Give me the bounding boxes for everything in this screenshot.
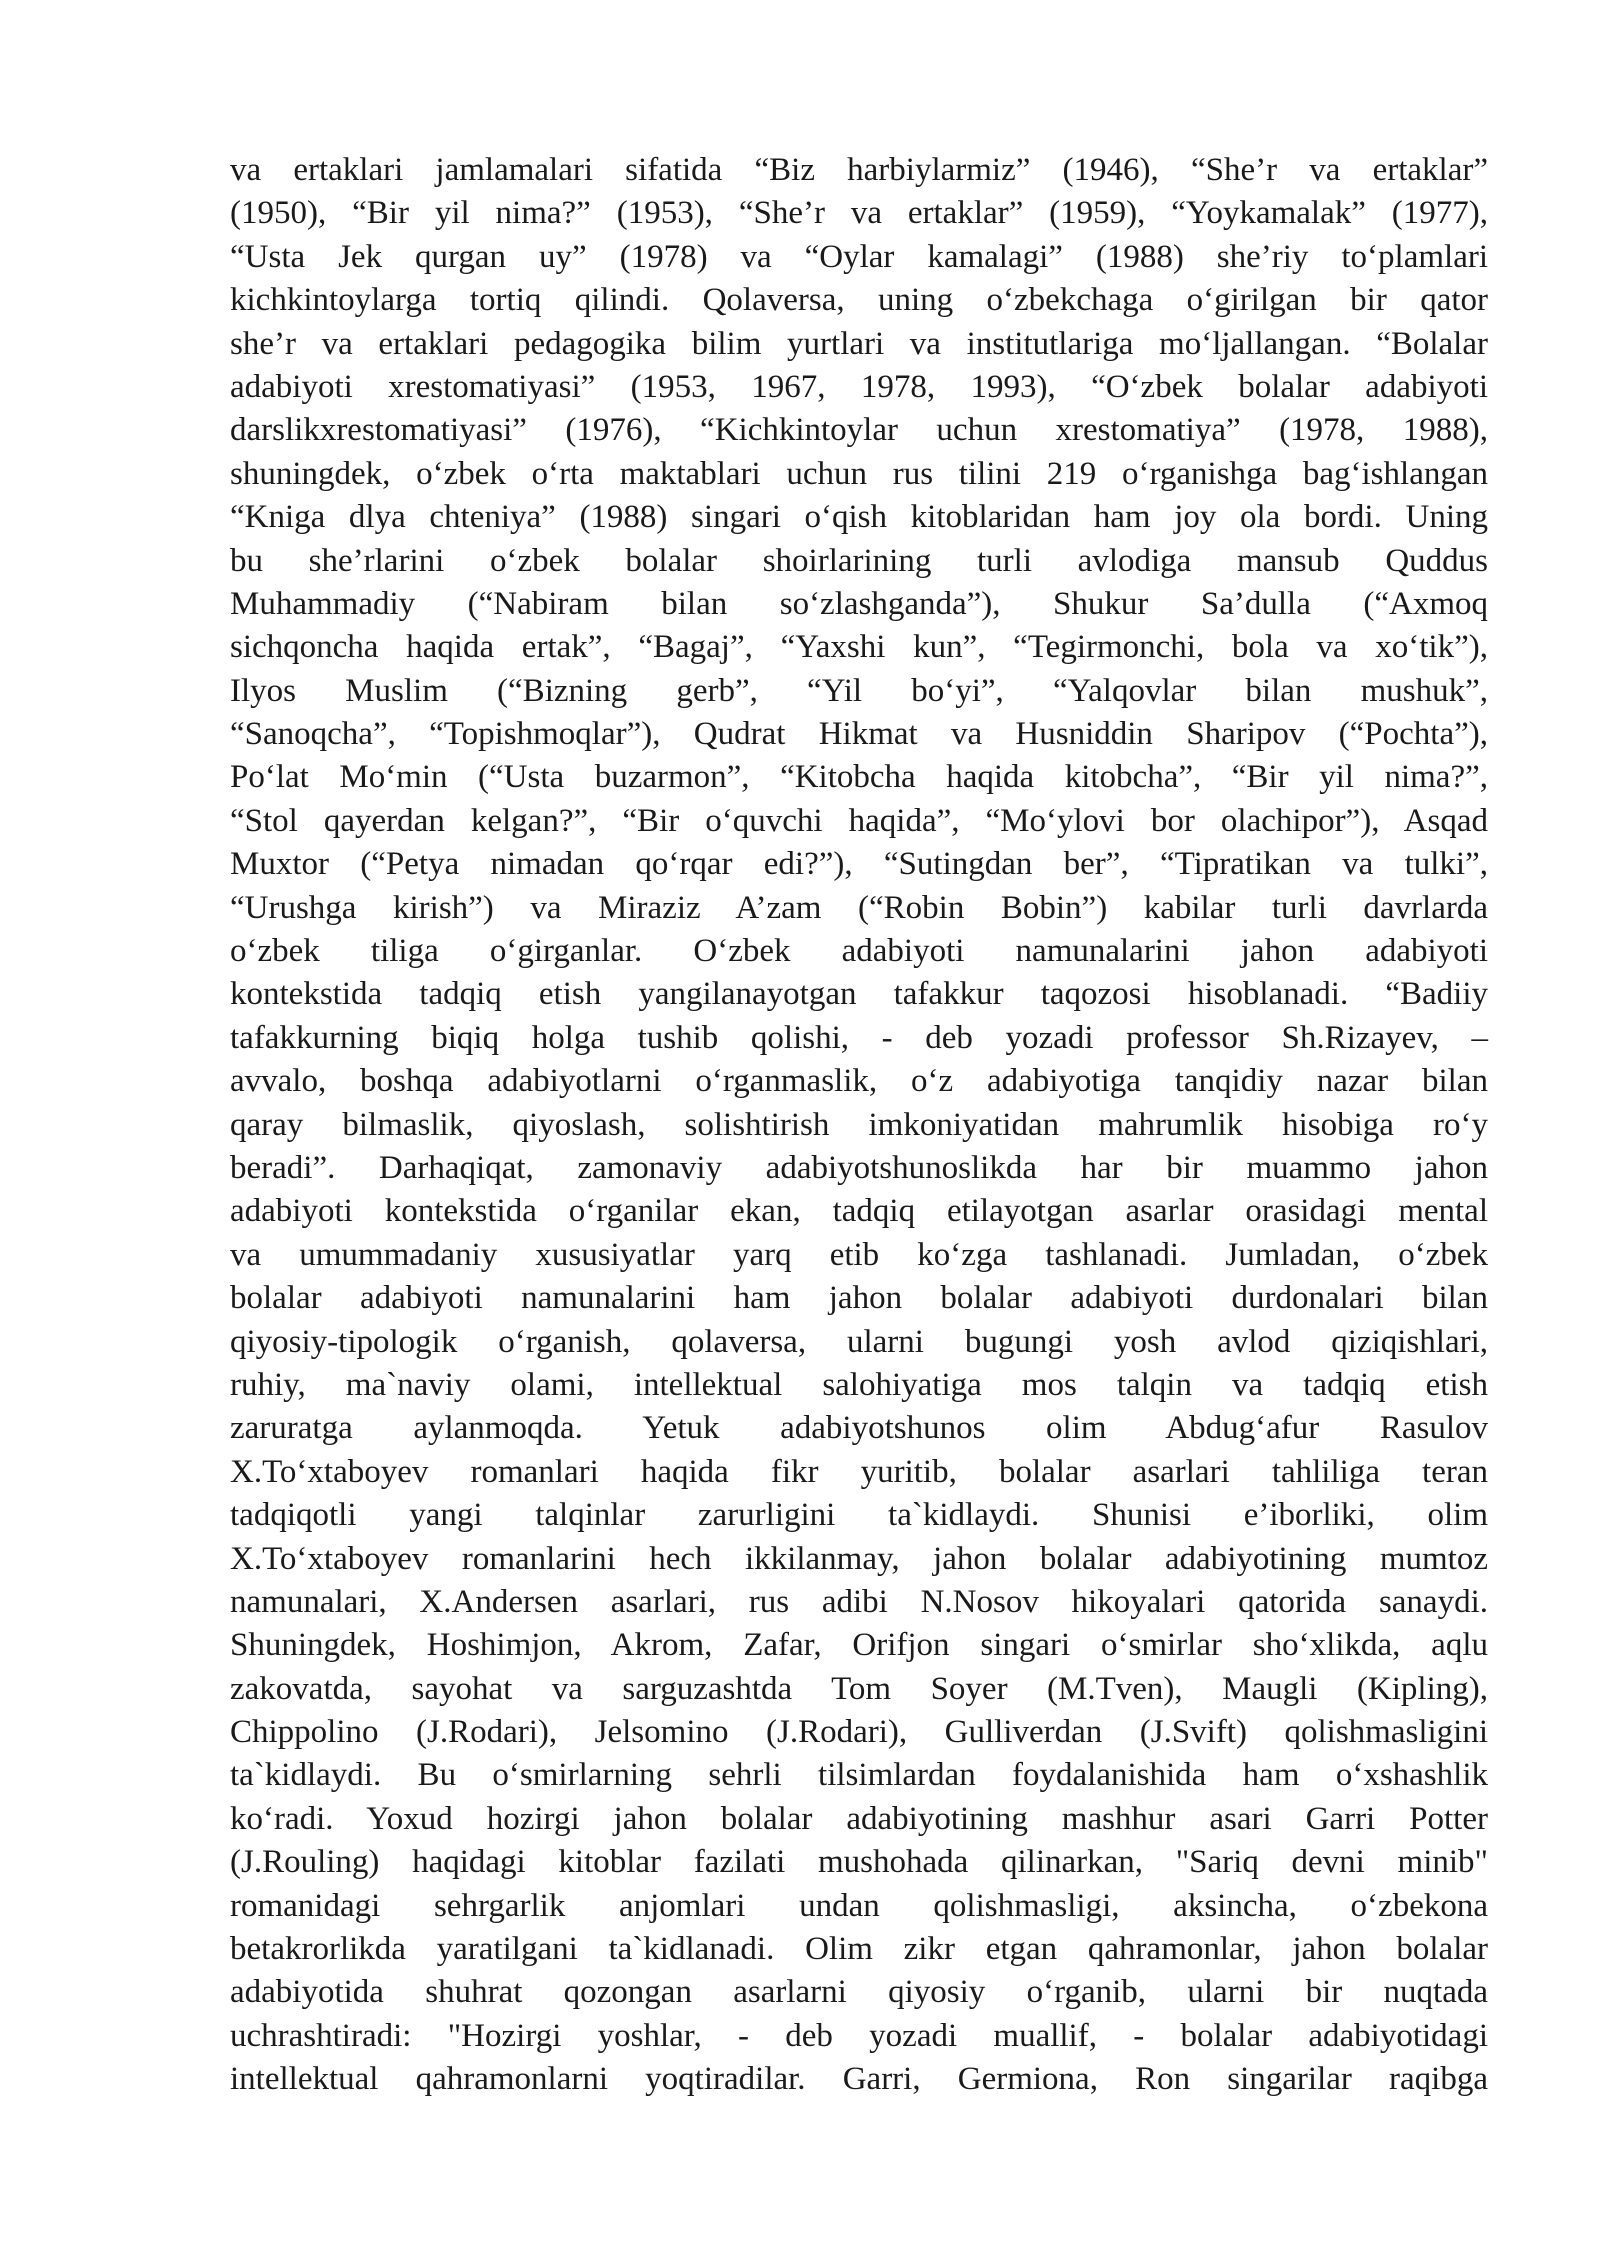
text-line: va umummadaniy xususiyatlar yarq etib koʻzga tashlanadi. Jumladan, oʻzbek bbox=[230, 1236, 1488, 1273]
text-line: she’r va ertaklari pedagogika bilim yurtlari va institutlariga moʻljallangan. “Bolalar bbox=[230, 325, 1488, 362]
text-line: adabiyotida shuhrat qozongan asarlarni qiyosiy oʻrganib, ularni bir nuqtada bbox=[230, 1974, 1488, 2011]
text-line: intellektual qahramonlarni yoqtiradilar. Garri, Germiona, Ron singarilar raqibga bbox=[230, 2061, 1488, 2098]
text-line: zaruratga aylanmoqda. Yetuk adabiyotshunos olim Abdugʻafur Rasulov bbox=[230, 1410, 1488, 1447]
text-line: “Usta Jek qurgan uy” (1978) va “Oylar kamalagi” (1988) she’riy toʻplamlari bbox=[230, 238, 1488, 275]
text-line: (J.Rouling) haqidagi kitoblar fazilati mushohada qilinarkan, "Sariq devni minib" bbox=[230, 1844, 1488, 1881]
text-line: Poʻlat Moʻmin (“Usta buzarmon”, “Kitobcha haqida kitobcha”, “Bir yil nima?”, bbox=[230, 759, 1488, 796]
text-line: (1950), “Bir yil nima?” (1953), “She’r va ertaklar” (1959), “Yoykamalak” (1977), bbox=[230, 195, 1488, 232]
text-line: namunalari, X.Andersen asarlari, rus adibi N.Nosov hikoyalari qatorida sanaydi. bbox=[230, 1583, 1488, 1620]
text-line: “Kniga dlya chteniya” (1988) singari oʻqish kitoblaridan ham joy ola bordi. Uning bbox=[230, 499, 1488, 536]
text-line: ta`kidlaydi. Bu oʻsmirlarning sehrli tilsimlardan foydalanishida ham oʻxshashlik bbox=[230, 1757, 1488, 1794]
text-line: romanidagi sehrgarlik anjomlari undan qolishmasligi, aksincha, oʻzbekona bbox=[230, 1887, 1488, 1924]
text-line: X.Toʻxtaboyev romanlari haqida fikr yuritib, bolalar asarlari tahliliga teran bbox=[230, 1453, 1488, 1490]
text-line: bolalar adabiyoti namunalarini ham jahon bolalar adabiyoti durdonalari bilan bbox=[230, 1280, 1488, 1317]
text-line: shuningdek, oʻzbek oʻrta maktablari uchun rus tilini 219 oʻrganishga bagʻishlangan bbox=[230, 455, 1488, 492]
text-line: bu she’rlarini oʻzbek bolalar shoirlarining turli avlodiga mansub Quddus bbox=[230, 542, 1488, 579]
text-line: qaray bilmaslik, qiyoslash, solishtirish imkoniyatidan mahrumlik hisobiga roʻy bbox=[230, 1106, 1488, 1143]
text-line: Ilyos Muslim (“Bizning gerb”, “Yil boʻyi”, “Yalqovlar bilan mushuk”, bbox=[230, 672, 1488, 709]
text-line: beradi”. Darhaqiqat, zamonaviy adabiyotshunoslikda har bir muammo jahon bbox=[230, 1149, 1488, 1186]
text-line: Muxtor (“Petya nimadan qoʻrqar edi?”), “Sutingdan ber”, “Tipratikan va tulki”, bbox=[230, 846, 1488, 883]
text-line: betakrorlikda yaratilgani ta`kidlanadi. Olim zikr etgan qahramonlar, jahon bolalar bbox=[230, 1931, 1488, 1968]
text-line: tafakkurning biqiq holga tushib qolishi, - deb yozadi professor Sh.Rizayev, – bbox=[230, 1019, 1488, 1056]
text-line: kontekstida tadqiq etish yangilanayotgan tafakkur taqozosi hisoblanadi. “Badiiy bbox=[230, 976, 1488, 1013]
text-line: va ertaklari jamlamalari sifatida “Biz harbiylarmiz” (1946), “She’r va ertaklar” bbox=[230, 152, 1488, 188]
text-line: avvalo, boshqa adabiyotlarni oʻrganmaslik, oʻz adabiyotiga tanqidiy nazar bilan bbox=[230, 1063, 1488, 1100]
text-line: ruhiy, ma`naviy olami, intellektual salohiyatiga mos talqin va tadqiq etish bbox=[230, 1366, 1488, 1403]
body-text bbox=[230, 149, 1488, 2102]
text-line: Muhammadiy (“Nabiram bilan soʻzlashganda”), Shukur Sa’dulla (“Axmoq bbox=[230, 585, 1488, 622]
text-line: tadqiqotli yangi talqinlar zarurligini ta`kidlaydi. Shunisi e’iborliki, olim bbox=[230, 1497, 1488, 1534]
text-line: oʻzbek tiliga oʻgirganlar. Oʻzbek adabiyoti namunalarini jahon adabiyoti bbox=[230, 933, 1488, 970]
text-line: zakovatda, sayohat va sarguzashtda Tom Soyer (M.Tven), Maugli (Kipling), bbox=[230, 1670, 1488, 1707]
text-line: adabiyoti xrestomatiyasi” (1953, 1967, 1978, 1993), “Oʻzbek bolalar adabiyoti bbox=[230, 368, 1488, 405]
text-line: Chippolino (J.Rodari), Jelsomino (J.Rodari), Gulliverdan (J.Svift) qolishmasligini bbox=[230, 1714, 1488, 1751]
text-line: darslikxrestomatiyasi” (1976), “Kichkintoylar uchun xrestomatiya” (1978, 1988), bbox=[230, 412, 1488, 449]
text-line: “Urushga kirish”) va Miraziz A’zam (“Robin Bobin”) kabilar turli davrlarda bbox=[230, 889, 1488, 926]
text-line: kichkintoylarga tortiq qilindi. Qolaversa, uning oʻzbekchaga oʻgirilgan bir qator bbox=[230, 282, 1488, 319]
text-line: sichqoncha haqida ertak”, “Bagaj”, “Yaxshi kun”, “Tegirmonchi, bola va xoʻtik”), bbox=[230, 629, 1488, 666]
text-line: qiyosiy-tipologik oʻrganish, qolaversa, ularni bugungi yosh avlod qiziqishlari, bbox=[230, 1323, 1488, 1360]
text-line: “Stol qayerdan kelgan?”, “Bir oʻquvchi haqida”, “Moʻylovi bor olachipor”), Asqad bbox=[230, 802, 1488, 839]
text-line: uchrashtiradi: "Hozirgi yoshlar, - deb yozadi muallif, - bolalar adabiyotidagi bbox=[230, 2017, 1488, 2054]
text-line: Shuningdek, Hoshimjon, Akrom, Zafar, Orifjon singari oʻsmirlar shoʻxlikda, aqlu bbox=[230, 1627, 1488, 1664]
text-line: X.Toʻxtaboyev romanlarini hech ikkilanmay, jahon bolalar adabiyotining mumtoz bbox=[230, 1540, 1488, 1577]
text-line: adabiyoti kontekstida oʻrganilar ekan, tadqiq etilayotgan asarlar orasidagi mental bbox=[230, 1193, 1488, 1230]
text-line: “Sanoqcha”, “Topishmoqlar”), Qudrat Hikmat va Husniddin Sharipov (“Pochta”), bbox=[230, 716, 1488, 753]
text-line: koʻradi. Yoxud hozirgi jahon bolalar adabiyotining mashhur asari Garri Potter bbox=[230, 1800, 1488, 1837]
